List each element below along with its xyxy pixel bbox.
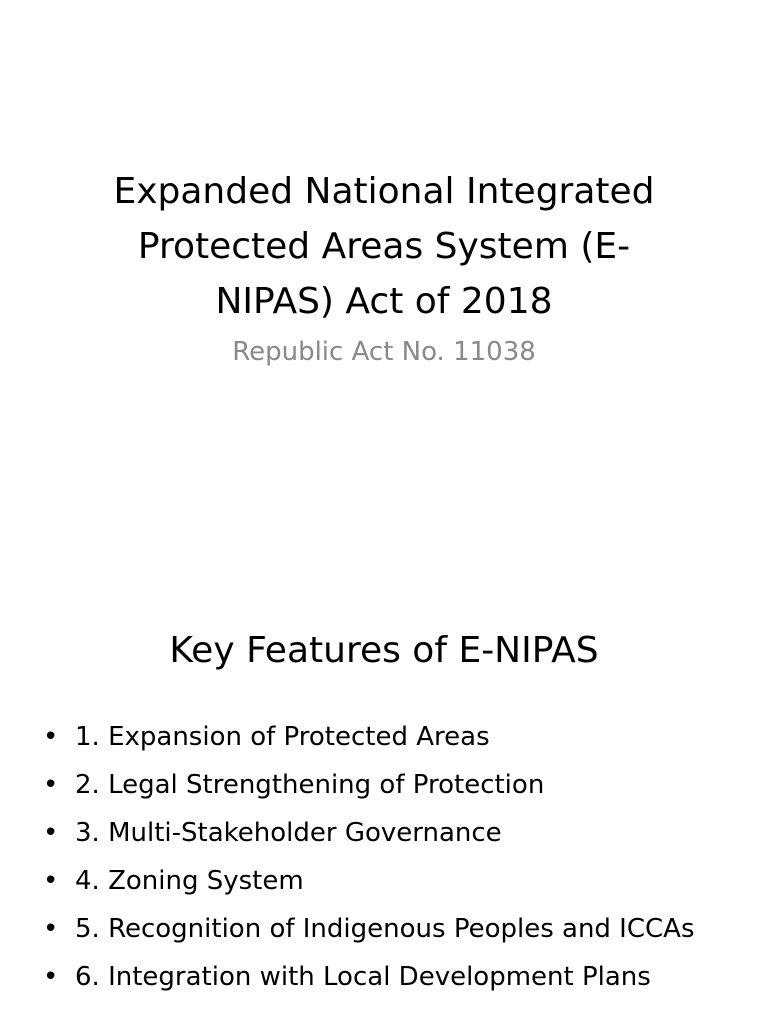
list-item-text: 5. Recognition of Indigenous Peoples and ICCAs	[75, 914, 695, 944]
bullet-icon: •	[43, 770, 59, 800]
list-item-text: 2. Legal Strengthening of Protection	[75, 770, 545, 800]
list-item-text: 6. Integration with Local Development Plans	[75, 962, 651, 992]
bullet-icon: •	[43, 818, 59, 848]
bullet-list	[40, 716, 720, 1004]
slide-subtitle: Republic Act No. 11038	[232, 337, 536, 367]
list-item	[40, 764, 720, 806]
bullet-icon: •	[43, 866, 59, 896]
list-item-text: 4. Zoning System	[75, 866, 304, 896]
bullet-icon: •	[43, 914, 59, 944]
list-item-text: 1. Expansion of Protected Areas	[75, 722, 490, 752]
list-item	[40, 716, 720, 758]
key-features-slide	[0, 576, 768, 1024]
bullet-icon: •	[43, 722, 59, 752]
bullet-icon: •	[43, 962, 59, 992]
list-item	[40, 956, 720, 998]
slide-title-line: Expanded National Integrated	[113, 171, 655, 212]
list-item	[40, 908, 720, 950]
list-item	[40, 860, 720, 902]
slide-title-line: Protected Areas System (E-	[137, 226, 631, 267]
slide-title-line: NIPAS) Act of 2018	[215, 281, 553, 322]
slide-heading: Key Features of E-NIPAS	[169, 630, 599, 671]
list-item	[40, 812, 720, 854]
list-item-text: 3. Multi-Stakeholder Governance	[75, 818, 502, 848]
slide-title	[60, 164, 708, 329]
